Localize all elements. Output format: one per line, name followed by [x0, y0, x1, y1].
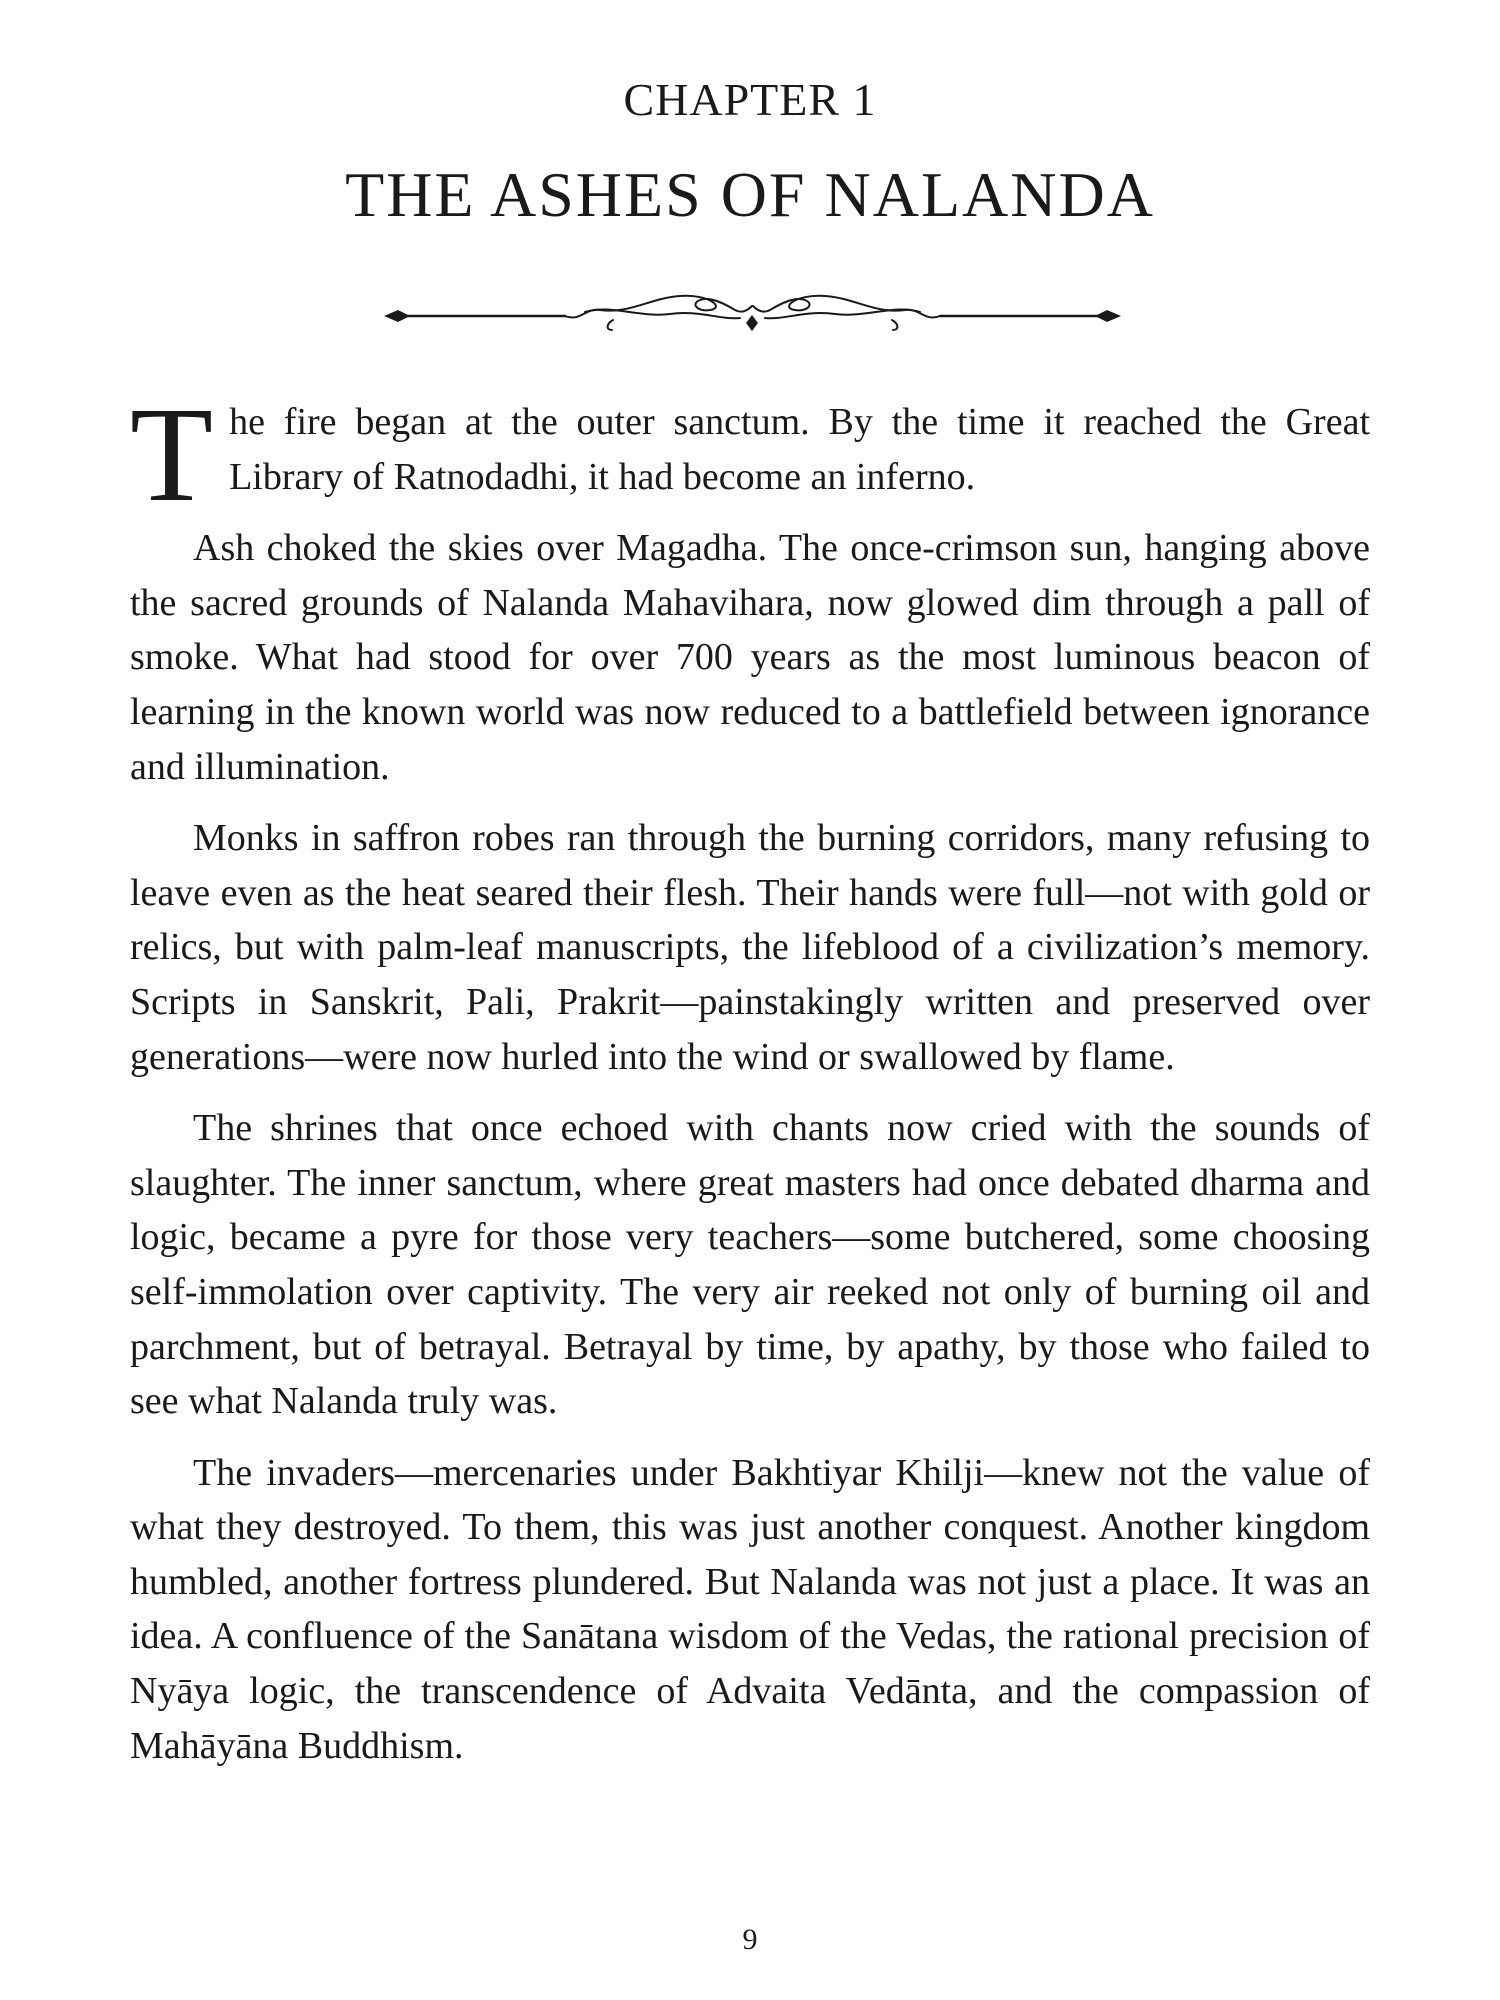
paragraph-3: Monks in saffron robes ran through the burning corridors, many refusing to leave even as the heat seared their flesh. Their hands were full—not with gold or relics, but with palm-leaf manuscripts, the lifeblood of a civilization’s memory. Scripts in Sanskrit, Pali, Prakrit—painstakingly written and preserved over generations—were now hurled into the wind or swallowed by flame.: [130, 817, 1370, 1078]
paragraph-1: [130, 380, 1370, 530]
drop-cap: T: [130, 380, 214, 530]
paragraph-4: The shrines that once echoed with chants now cried with the sounds of slaughter. The inner sanctum, where great masters had once debated dharma and logic, became a pyre for those very teachers—some butchered, some choosing self-immolation over captivity. The very air reeked not only of burning oil and parchment, but of betrayal. Betrayal by time, by apathy, by those who failed to see what Nalanda truly was.: [130, 1107, 1370, 1423]
chapter-body: [130, 380, 1370, 1790]
chapter-title: THE ASHES OF NALANDA: [345, 159, 1155, 230]
paragraph-2: Ash choked the skies over Magadha. The once-crimson sun, hanging above the sacred grounds of Nalanda Mahavihara, now glowed dim through a pall of smoke. What had stood for over 700 years as the most luminous beacon of learning in the known world was now reduced to a battlefield between ignorance and illumination.: [130, 527, 1370, 788]
paragraph-1-text: he fire began at the outer sanctum. By the time it reached the Great Library of Ratnodadhi, it had become an inferno.: [229, 401, 1370, 498]
chapter-number: CHAPTER 1: [623, 74, 877, 125]
paragraph-5: The invaders—mercenaries under Bakhtiyar Khilji—knew not the value of what they destroyed. To them, this was just another conquest. Another kingdom humbled, another fortress plundered. But Nalanda was not just a place. It was an idea. A confluence of the Sanātana wisdom of the Vedas, the rational precision of Nyāya logic, the transcendence of Advaita Vedānta, and the compassion of Mahāyāna Buddhism.: [130, 1451, 1370, 1767]
flourish-divider-icon: [380, 288, 1125, 338]
page-number: 9: [742, 1923, 758, 1956]
